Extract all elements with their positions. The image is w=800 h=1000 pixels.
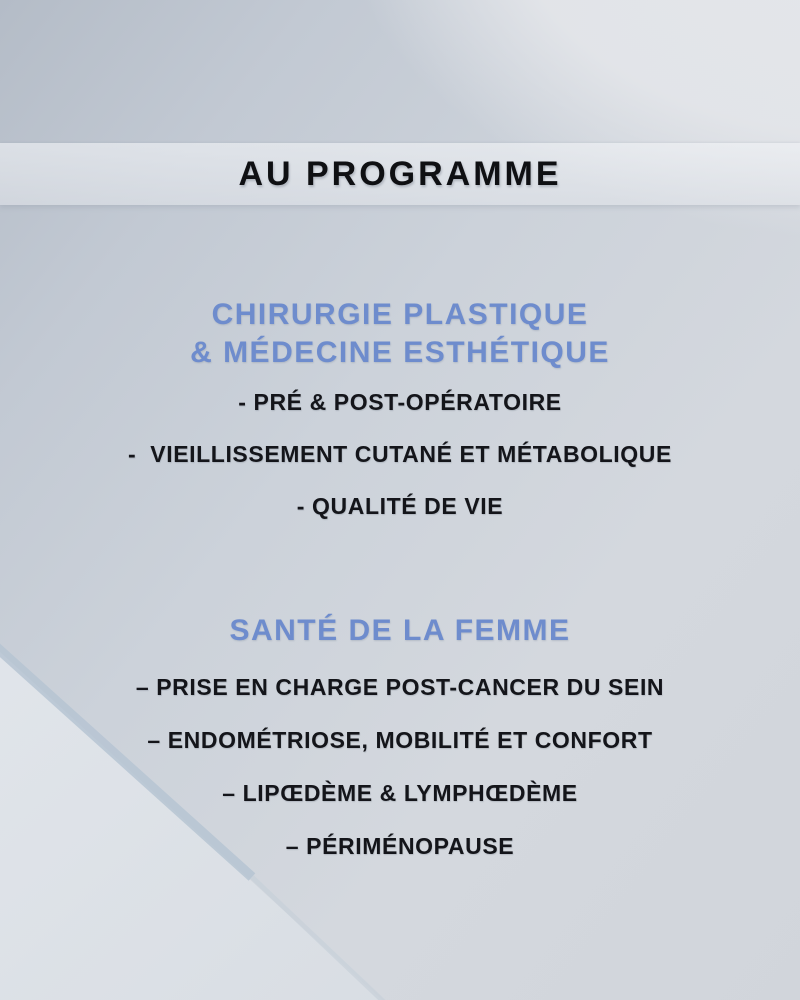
list-item: – PRISE EN CHARGE POST-CANCER DU SEIN bbox=[135, 674, 665, 700]
item-list bbox=[0, 390, 800, 518]
section-heading bbox=[0, 296, 800, 372]
list-item: – LIPŒDÈME & LYMPHŒDÈME bbox=[222, 780, 578, 806]
section-chirurgie-plastique bbox=[0, 296, 800, 518]
list-item: – ENDOMÉTRIOSE, MOBILITÉ ET CONFORT bbox=[147, 727, 653, 753]
list-item: - QUALITÉ DE VIE bbox=[296, 493, 504, 519]
item-list bbox=[0, 675, 800, 858]
list-item: – PÉRIMÉNOPAUSE bbox=[285, 833, 515, 859]
list-item: - PRÉ & POST-OPÉRATOIRE bbox=[238, 389, 562, 415]
section-heading-line: CHIRURGIE PLASTIQUE bbox=[211, 298, 589, 331]
list-item: - VIEILLISSEMENT CUTANÉ ET MÉTABOLIQUE bbox=[128, 441, 672, 467]
section-sante-de-la-femme bbox=[0, 612, 800, 858]
section-heading-line: & MÉDECINE ESTHÉTIQUE bbox=[190, 336, 610, 369]
section-heading-line: SANTÉ DE LA FEMME bbox=[229, 614, 571, 647]
section-heading bbox=[0, 612, 800, 650]
title-band bbox=[0, 143, 800, 205]
page-title: AU PROGRAMME bbox=[238, 154, 562, 193]
